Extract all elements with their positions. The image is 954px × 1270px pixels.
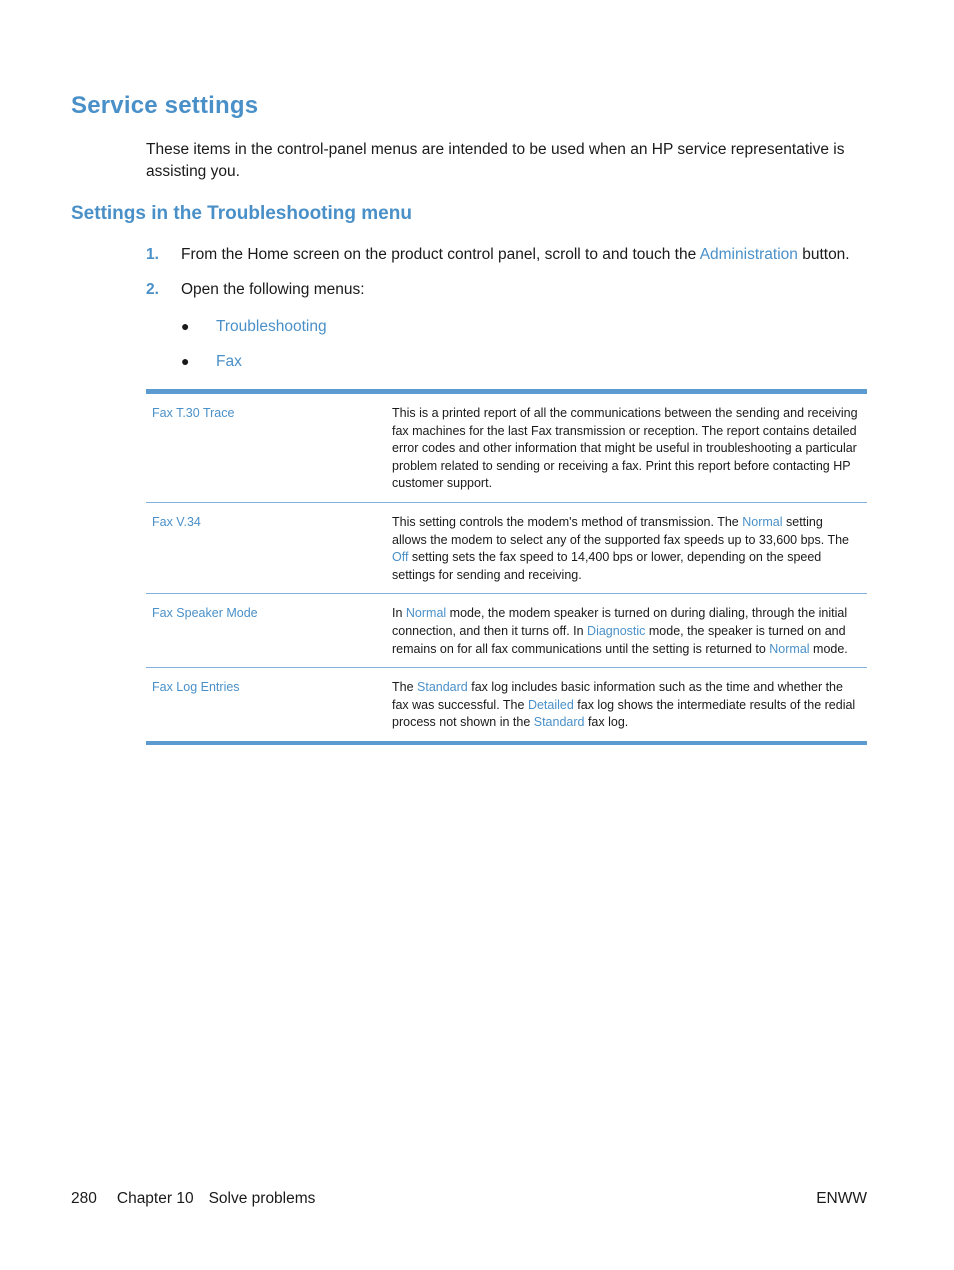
description-text: The <box>392 680 418 695</box>
table-row <box>146 668 867 741</box>
option-link[interactable]: Normal <box>742 514 783 529</box>
description-text: fax log. <box>584 715 629 730</box>
step-text-end: button. <box>797 246 850 263</box>
setting-name: Fax Log Entries <box>152 680 240 695</box>
description-text: This is a printed report of all the communications between the sending and receiving fax machines for the last Fax transmission or reception. The report contains detailed error codes and other information that might be useful in troubleshooting a particular problem related to sending or receiving a fax. Print this report before contacting HP customer support. <box>392 406 858 491</box>
table-row <box>146 394 867 503</box>
option-link[interactable]: Normal <box>405 606 447 621</box>
table-row <box>146 594 867 668</box>
list-item-troubleshooting <box>181 315 327 338</box>
option-link[interactable]: Diagnostic <box>587 623 646 638</box>
description-text: setting sets the fax speed to 14,400 bps or lower, depending on the speed settings for sending and receiving. <box>392 550 822 582</box>
step-number: 2. <box>146 281 159 298</box>
settings-table <box>146 389 867 745</box>
bullet-icon: ● <box>181 353 190 369</box>
setting-description <box>386 394 861 502</box>
step-text: Open the following menus: <box>181 281 365 298</box>
chapter-title: Solve problems <box>208 1190 316 1207</box>
page-title: Service settings <box>71 92 259 119</box>
list-item-fax <box>181 350 242 373</box>
bullet-icon: ● <box>181 318 190 334</box>
description-text: This setting controls the modem's method of transmission. The <box>392 514 743 529</box>
administration-link[interactable]: Administration <box>699 246 798 263</box>
setting-description <box>386 668 861 741</box>
step-text: From the Home screen on the product control panel, scroll to and touch the <box>181 246 700 263</box>
description-text: mode, the speaker is turned on and remains on for all fax communications until the setting is returned to <box>392 623 846 656</box>
option-link[interactable]: Off <box>392 550 409 565</box>
page-number: 280 <box>71 1190 97 1207</box>
section-heading: Settings in the Troubleshooting menu <box>71 203 412 224</box>
description-text: In <box>392 606 406 621</box>
description-text: setting allows the modem to select any of the supported fax speeds up to 33,600 bps. The <box>392 514 850 547</box>
description-text: mode, the modem speaker is turned on during dialing, through the initial connection, and then it turns off. In <box>392 606 848 638</box>
setting-description <box>386 594 861 667</box>
option-link[interactable]: Standard <box>417 680 468 695</box>
step-1 <box>146 244 850 266</box>
setting-name: Fax V.34 <box>152 514 201 529</box>
option-link[interactable]: Detailed <box>527 697 574 712</box>
setting-name: Fax Speaker Mode <box>152 606 258 621</box>
table-row <box>146 503 867 594</box>
step-2 <box>146 279 365 301</box>
fax-link[interactable]: Fax <box>216 353 242 370</box>
chapter-label: Chapter 10 <box>116 1190 194 1207</box>
intro-paragraph: These items in the control-panel menus are intended to be used when an HP service representative is assisting you. <box>146 141 845 180</box>
step-number: 1. <box>146 246 159 263</box>
footer-left <box>71 1189 315 1209</box>
option-link[interactable]: Standard <box>533 715 585 730</box>
description-text: fax log includes basic information such as the time and whether the fax was successful. The <box>392 680 843 712</box>
option-link[interactable]: Normal <box>769 641 810 656</box>
description-text: mode. <box>809 641 848 656</box>
setting-name: Fax T.30 Trace <box>152 406 235 420</box>
troubleshooting-link[interactable]: Troubleshooting <box>216 318 327 335</box>
description-text: fax log shows the intermediate results of the redial process not shown in the <box>392 697 856 730</box>
setting-description <box>386 503 861 593</box>
footer-right: ENWW <box>816 1190 867 1207</box>
